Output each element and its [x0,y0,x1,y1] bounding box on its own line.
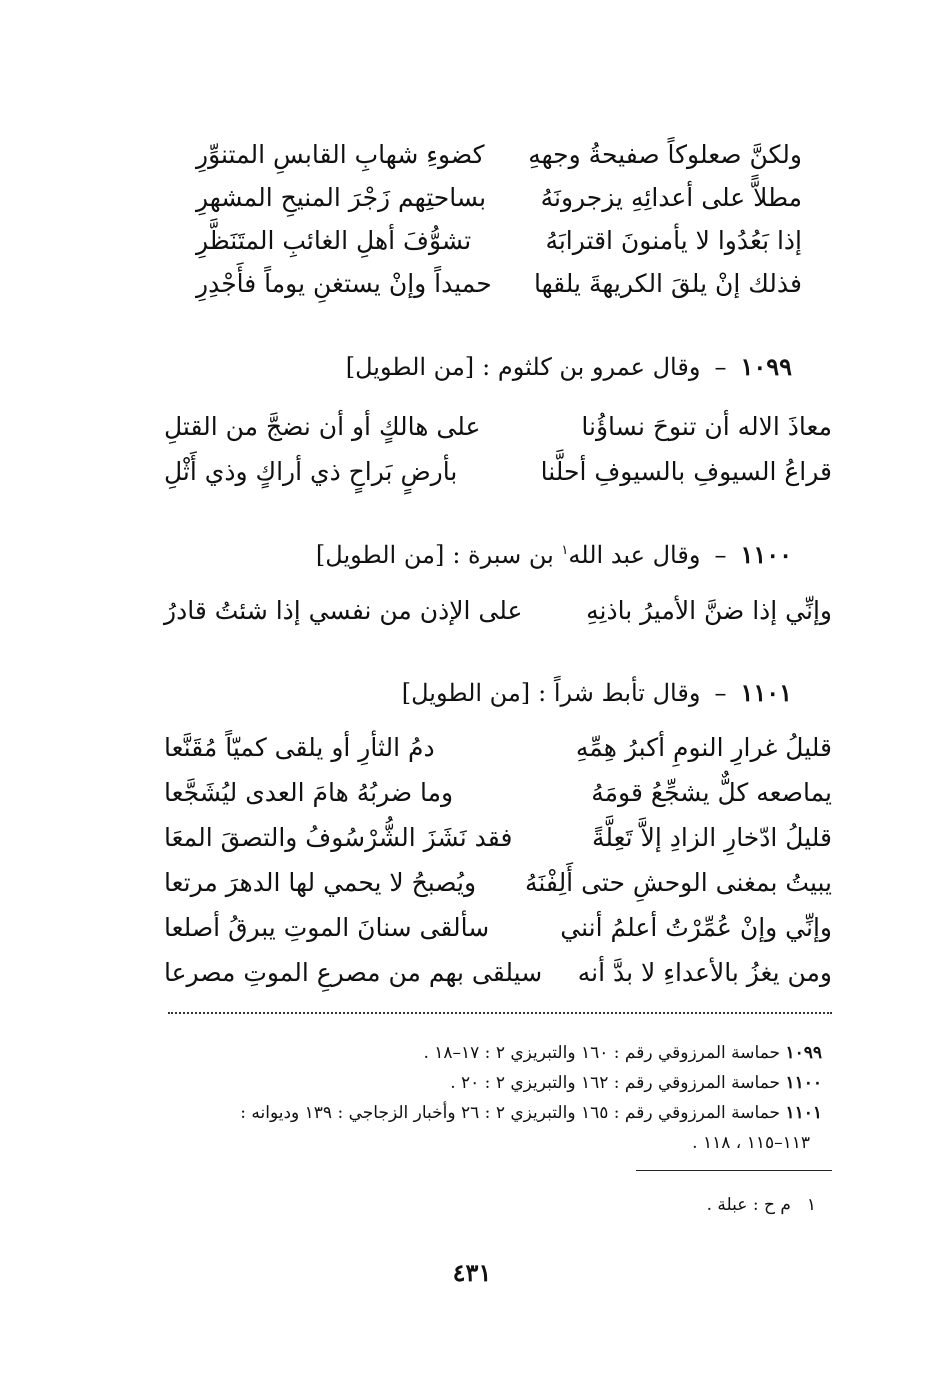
section-heading [346,352,792,382]
verse-hemistich-first: ومن يغزُ بالأعداءِ لا بدَّ أنه [577,958,832,987]
verse-line [196,140,802,170]
source-note-text: ١١٣–١١٥ ، ١١٨ . [692,1133,810,1153]
verse-line [164,868,832,898]
verse-hemistich-first: وإنِّي إذا ضنَّ الأميرُ باذنِهِ [586,596,832,625]
source-note-number: ١٠٩٩ [785,1043,822,1063]
section-title-continued: بن سبرة : [452,541,554,569]
source-note-text: حماسة المرزوقي رقم : ١٦٢ والتبريزي ٢ : ٢٠ . [450,1073,781,1093]
section-dash: – [714,353,727,381]
source-notes [102,1038,822,1158]
verse-hemistich-second: كضوءِ شهابِ القابسِ المتنوِّرِ [196,140,485,169]
verse-line [196,269,802,299]
page-number: ٤٣١ [452,1258,492,1287]
verse-hemistich-first: مطلاًّ على أعدائِهِ يزجرونَهُ [540,183,802,212]
verse-hemistich-second: وما ضربُهُ هامَ العدى ليُشَجَّعا [164,778,454,807]
verse-hemistich-first: إذا بَعُدُوا لا يأمنونَ اقترابَهُ [545,226,802,255]
source-note-text: حماسة المرزوقي رقم : ١٦٠ والتبريزي ٢ : ١٧–١٨ . [423,1043,781,1063]
verse-hemistich-second: بأرضٍ بَراحٍ ذي أراكٍ وذي أَثْلِ [164,457,458,486]
dotted-separator [168,1012,832,1014]
verse-line [164,733,832,763]
section-title: وقال عمرو بن كلثوم : [482,353,701,381]
section-number: ١٠٩٩ [740,352,792,381]
verse-line [164,596,832,626]
section-title: وقال تأبط شراً : [538,679,701,707]
verse-line [164,913,832,943]
source-note-number: ١١٠٠ [785,1073,822,1093]
verse-hemistich-second: تشوُّفَ أهلِ الغائبِ المتَنَظَّرِ [196,226,472,255]
verse-hemistich-second: على الإذن من نفسي إذا شئتُ قادرُ [164,596,523,625]
section-number: ١١٠٠ [740,540,792,569]
section-title: وقال عبد الله [568,541,701,569]
verse-hemistich-first: قراعُ السيوفِ بالسيوفِ أحلَّنا [540,457,832,486]
verse-hemistich-first: ولكنَّ صعلوكاً صفيحةُ وجههِ [528,140,802,169]
verse-hemistich-first: يماصعه كلٌّ يشجِّعُ قومَهُ [591,778,832,807]
section-meter: [من الطويل] [345,353,475,381]
verse-hemistich-second: ويُصبحُ لا يحمي لها الدهرَ مرتعا [164,868,477,897]
verse-hemistich-second: سألقى سنانَ الموتِ يبرقُ أصلعا [164,913,490,942]
footnote-number: ١ [806,1195,816,1215]
section-heading [402,678,792,708]
section-meter: [من الطويل] [315,541,445,569]
footnote-separator [636,1170,832,1171]
verse-hemistich-second: حميداً وإنْ يستغنِ يوماً فأَجْدِرِ [196,269,492,298]
section-dash: – [714,541,727,569]
verse-hemistich-first: يبيتُ بمغنى الوحشِ حتى أَلِفْنَهُ [524,868,832,897]
verse-hemistich-second: بساحتِهم زَجْرَ المنيحِ المشهرِ [196,183,487,212]
verse-hemistich-first: وإنِّي وإنْ عُمِّرْتُ أعلمُ أنني [560,913,832,942]
source-note [102,1068,822,1098]
source-note-continuation [102,1128,822,1158]
verse-hemistich-second: دمُ الثأرِ أو يلقى كميّاً مُقَنَّعا [164,733,435,762]
verse-hemistich-first: معاذَ الاله أن تنوحَ نساؤُنا [581,412,832,441]
source-note-text: حماسة المرزوقي رقم : ١٦٥ والتبريزي ٢ : ٢٦ وأخبار الزجاجي : ١٣٩ وديوانه : [240,1103,781,1123]
footnote-marker: ١ [561,543,569,558]
footnote [707,1192,816,1218]
verse-hemistich-first: قليلُ ادّخارِ الزادِ إلاَّ تَعِلَّةً [591,823,832,852]
section-dash: – [714,679,727,707]
verse-line [196,183,802,213]
verse-line [196,226,802,256]
verse-hemistich-first: فذلك إنْ يلقَ الكريهةَ يلقها [533,269,802,298]
section-number: ١١٠١ [740,678,792,707]
verse-hemistich-first: قليلُ غرارِ النومِ أكبرُ هِمِّهِ [575,733,832,762]
verse-line [164,958,832,988]
verse-line [164,823,832,853]
verse-line [164,457,832,487]
source-note-number: ١١٠١ [785,1103,822,1123]
footnote-text: م ح : عبلة . [706,1195,791,1215]
source-note [102,1098,822,1128]
section-heading [316,540,792,570]
verse-hemistich-second: فقد نَشَزَ الشُّرْسُوفُ والتصقَ المعَا [164,823,513,852]
verse-line [164,778,832,808]
verse-hemistich-second: سيلقى بهم من مصرعِ الموتِ مصرعا [164,958,543,987]
source-note [102,1038,822,1068]
verse-line [164,412,832,442]
section-meter: [من الطويل] [401,679,531,707]
verse-hemistich-second: على هالكٍ أو أن نضجَّ من القتلِ [164,412,481,441]
